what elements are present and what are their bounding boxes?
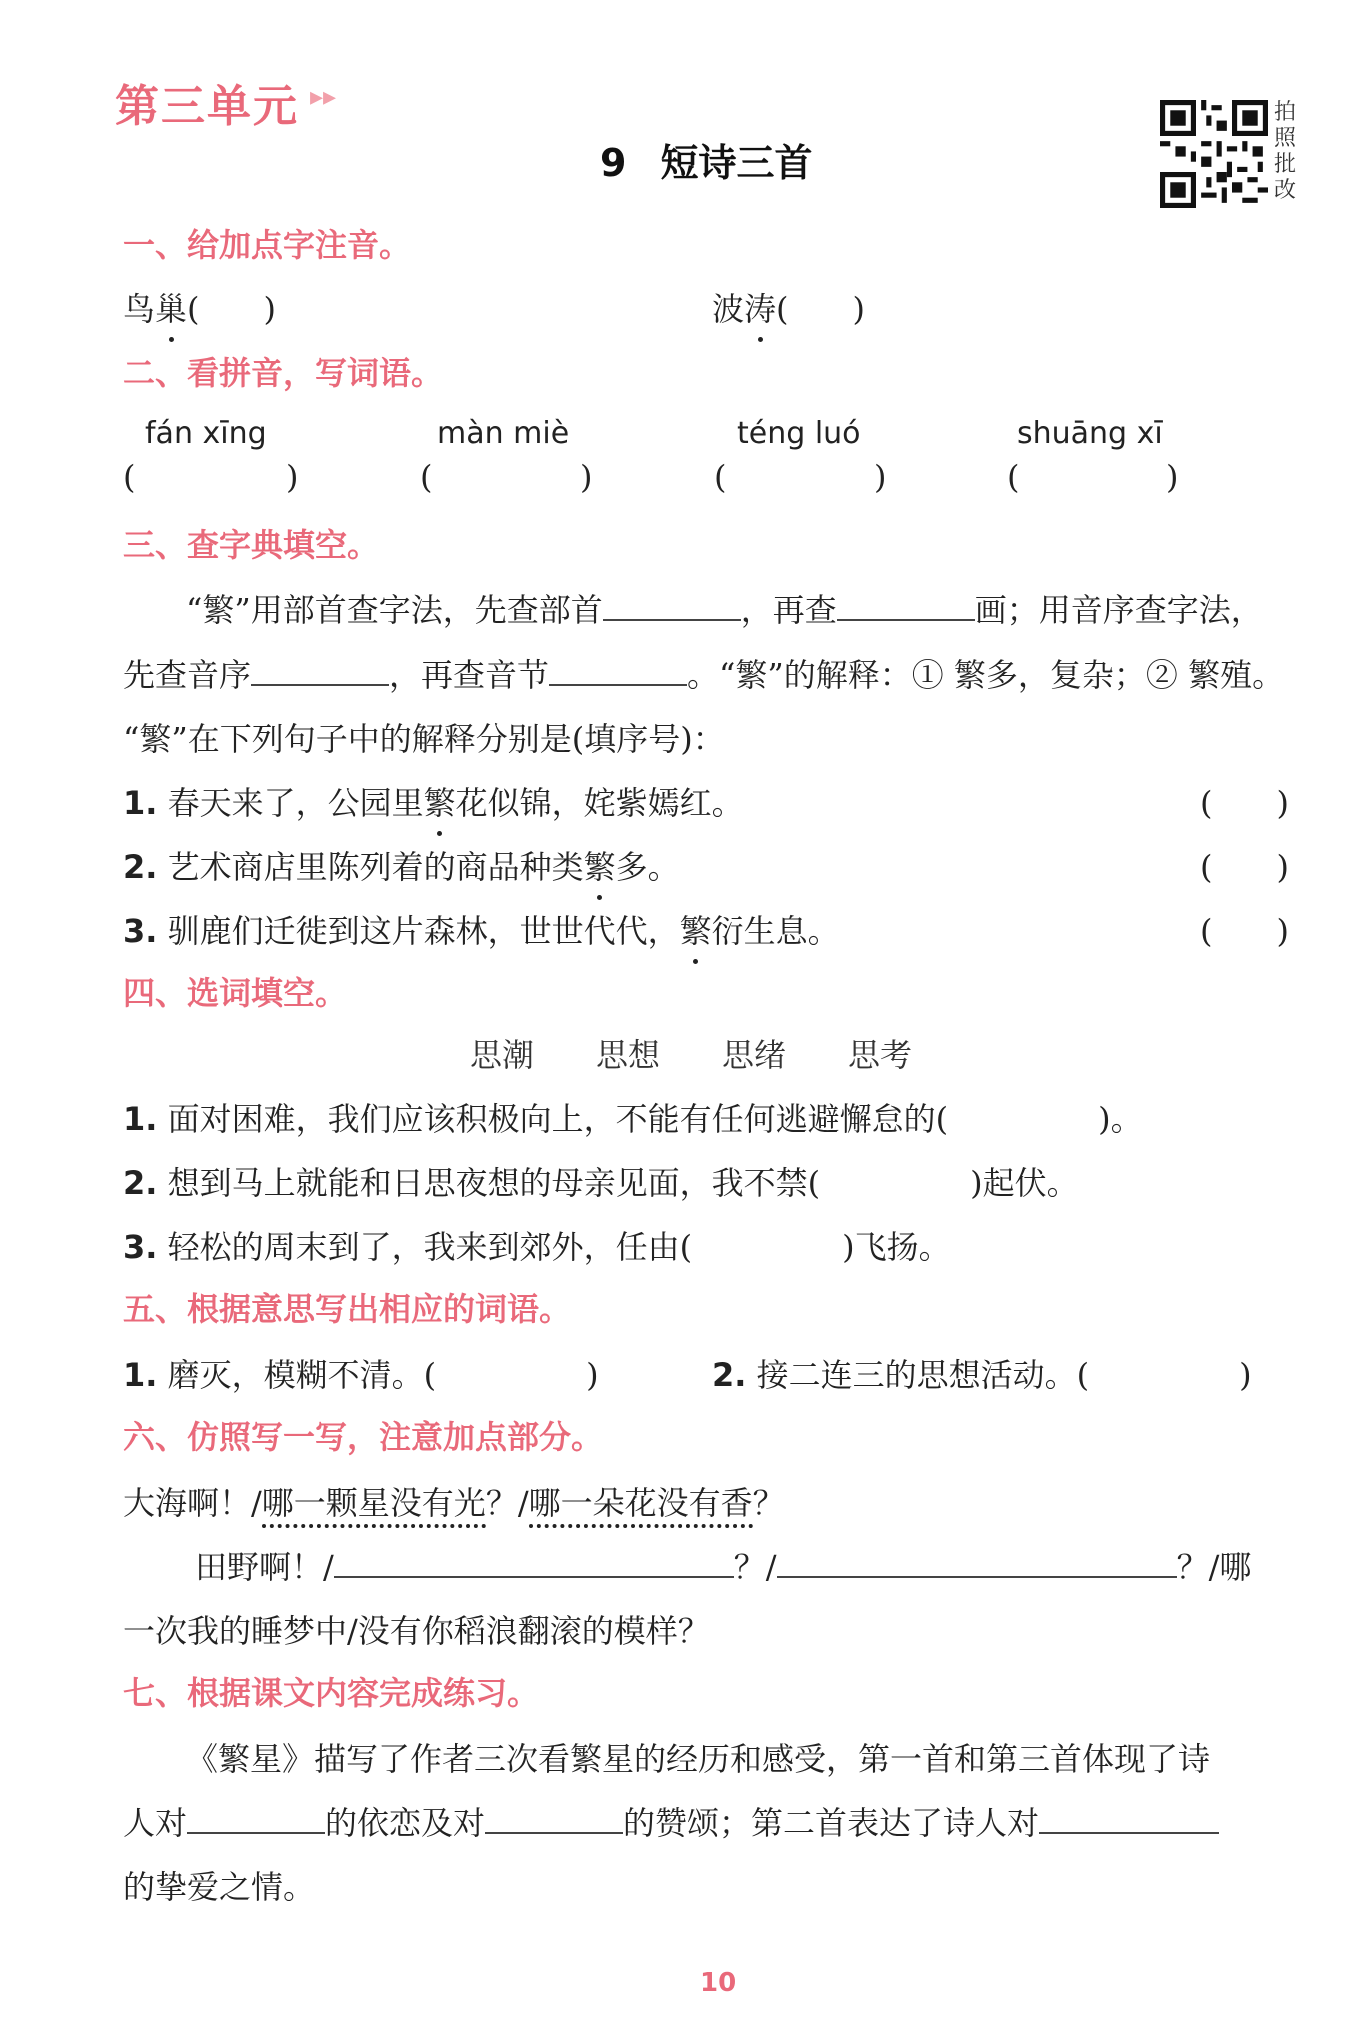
s3-q3-post: 衍生息。 xyxy=(711,912,840,950)
s3-line-2 xyxy=(123,650,1284,696)
s3-q1-dot-char: 繁 xyxy=(424,778,456,824)
s5-q1-num: 1. xyxy=(123,1356,158,1394)
s3-q3-pre: 驯鹿们迁徙到这片森林，世世代代， xyxy=(167,912,680,950)
lesson-number: 9 xyxy=(600,141,627,185)
unit-arrow-icon: ▸▸ xyxy=(310,82,337,112)
s3-line-3: “繁”在下列句子中的解释分别是(填序号)： xyxy=(123,720,725,758)
s7-blank-3[interactable] xyxy=(1039,1804,1219,1834)
s4-q3-post: )飞扬。 xyxy=(842,1228,951,1266)
section-2-heading: 二、看拼音，写词语。 xyxy=(123,354,444,392)
s7-line-1: 《繁星》描写了作者三次看繁星的经历和感受，第一首和第三首体现了诗 xyxy=(186,1740,1211,1778)
s3-question-3 xyxy=(123,906,840,952)
s6-line-c: ？/哪 xyxy=(1176,1548,1252,1586)
section-5-heading: 五、根据意思写出相应的词语。 xyxy=(123,1290,572,1328)
word-bank-item: 思想 xyxy=(596,1036,661,1074)
s1-item-2-dot-char: 涛 xyxy=(744,284,776,330)
s6-example-dotted-2: 哪一朵花没有香 xyxy=(529,1484,753,1528)
s6-example-dotted-1: 哪一颗星没有光 xyxy=(262,1484,486,1528)
s4-q2-num: 2. xyxy=(123,1164,158,1202)
s5-q2-num: 2. xyxy=(712,1356,747,1394)
lesson-title-text: 短诗三首 xyxy=(660,141,813,185)
s5-question-2 xyxy=(712,1350,1252,1396)
pinyin-answer-3-close: ) xyxy=(874,458,887,496)
s3-question-2 xyxy=(123,842,680,888)
s7-line-2-c: 的赞颂；第二首表达了诗人对 xyxy=(623,1804,1040,1842)
pinyin-2: màn miè xyxy=(437,416,570,451)
s4-q2-post: )起伏。 xyxy=(970,1164,1079,1202)
pinyin-4: shuāng xī xyxy=(1017,416,1163,451)
radical-blank[interactable] xyxy=(603,591,741,621)
page-number: 10 xyxy=(700,1968,737,1998)
s3-q1-answer[interactable]: ( ) xyxy=(1200,784,1289,822)
s1-item-1-answer[interactable]: ( ) xyxy=(187,290,277,328)
unit-label: 第三单元 xyxy=(115,81,299,132)
s6-example-c: ？ xyxy=(752,1484,785,1522)
s3-q1-post: 花似锦，姹紫嫣红。 xyxy=(455,784,744,822)
lesson-title xyxy=(600,132,812,187)
s3-q1-pre: 春天来了，公园里 xyxy=(167,784,424,822)
pinyin-1: fán xīng xyxy=(145,416,267,451)
pinyin-answer-3-open: ( xyxy=(714,458,727,496)
s1-item-1-dot-char: 巢 xyxy=(155,284,187,330)
s7-line-2 xyxy=(123,1798,1219,1844)
s4-q1-post: )。 xyxy=(1098,1100,1143,1138)
s5-question-1 xyxy=(123,1350,599,1396)
s3-q3-dot-char: 繁 xyxy=(680,906,712,952)
s1-item-2 xyxy=(712,284,865,330)
s7-blank-1[interactable] xyxy=(187,1804,325,1834)
s3-line-1 xyxy=(186,585,1263,631)
s3-q2-pre: 艺术商店里陈列着的商品种类 xyxy=(167,848,584,886)
s1-item-2-answer[interactable]: ( ) xyxy=(776,290,866,328)
section-1-heading: 一、给加点字注音。 xyxy=(123,226,412,264)
s3-q2-num: 2. xyxy=(123,848,158,886)
syllable-blank[interactable] xyxy=(549,656,687,686)
word-bank-item: 思考 xyxy=(848,1036,913,1074)
s6-writing-line xyxy=(195,1542,1251,1588)
word-bank-item: 思潮 xyxy=(470,1036,535,1074)
s4-q3-num: 3. xyxy=(123,1228,158,1266)
s3-q1-num: 1. xyxy=(123,784,158,822)
s3-line-1-b: ，再查 xyxy=(740,591,837,629)
s7-blank-2[interactable] xyxy=(485,1804,623,1834)
pinyin-answer-2-open: ( xyxy=(420,458,433,496)
s5-q2-text: 接二连三的思想活动。( xyxy=(756,1356,1090,1394)
s6-blank-1[interactable] xyxy=(334,1548,734,1578)
s6-blank-2[interactable] xyxy=(777,1548,1177,1578)
s6-example-b: ？/ xyxy=(485,1484,529,1522)
pinyin-answer-1-close: ) xyxy=(286,458,299,496)
s3-q2-post: 多。 xyxy=(615,848,680,886)
s3-line-1-c: 画；用音序查字法， xyxy=(974,591,1263,629)
word-bank-item: 思绪 xyxy=(722,1036,787,1074)
pinyin-3: téng luó xyxy=(737,416,861,451)
s3-line-2-c: 。“繁”的解释：① 繁多，复杂；② 繁殖。 xyxy=(687,656,1285,694)
s3-question-1 xyxy=(123,778,744,824)
s4-question-3 xyxy=(123,1222,951,1268)
s3-q3-answer[interactable]: ( ) xyxy=(1200,912,1289,950)
s6-line-a: 田野啊！/ xyxy=(195,1548,334,1586)
pinyin-answer-1-open: ( xyxy=(123,458,136,496)
s4-question-1 xyxy=(123,1094,1143,1140)
s4-q1-pre: 面对困难，我们应该积极向上，不能有任何逃避懈怠的( xyxy=(167,1100,949,1138)
word-bank xyxy=(470,1030,974,1076)
section-3-heading: 三、查字典填空。 xyxy=(123,526,380,564)
s3-q3-num: 3. xyxy=(123,912,158,950)
section-7-heading: 七、根据课文内容完成练习。 xyxy=(123,1674,540,1712)
s3-line-1-a: “繁”用部首查字法，先查部首 xyxy=(186,591,603,629)
pinyin-answer-4-open: ( xyxy=(1007,458,1020,496)
s6-line-3: 一次我的睡梦中/没有你稻浪翻滚的模样？ xyxy=(123,1612,710,1650)
initial-letter-blank[interactable] xyxy=(251,656,389,686)
s6-line-b: ？/ xyxy=(733,1548,777,1586)
s4-q3-pre: 轻松的周末到了，我来到郊外，任由( xyxy=(167,1228,693,1266)
s5-q1-post: ) xyxy=(586,1356,599,1394)
s3-line-2-a: 先查音序 xyxy=(123,656,252,694)
s3-q2-answer[interactable]: ( ) xyxy=(1200,848,1289,886)
s4-q1-num: 1. xyxy=(123,1100,158,1138)
s7-line-3: 的挚爱之情。 xyxy=(123,1868,316,1906)
s1-item-2-pre: 波 xyxy=(712,290,745,328)
qr-code-icon[interactable] xyxy=(1160,100,1268,208)
s7-line-2-a: 人对 xyxy=(123,1804,188,1842)
s4-q2-pre: 想到马上就能和日思夜想的母亲见面，我不禁( xyxy=(167,1164,821,1202)
stroke-count-blank[interactable] xyxy=(837,591,975,621)
s1-item-1 xyxy=(123,284,276,330)
s4-question-2 xyxy=(123,1158,1079,1204)
s6-example-line xyxy=(123,1478,785,1524)
s7-line-2-b: 的依恋及对 xyxy=(325,1804,486,1842)
section-6-heading: 六、仿照写一写，注意加点部分。 xyxy=(123,1418,604,1456)
s5-q1-text: 磨灭，模糊不清。( xyxy=(167,1356,437,1394)
section-4-heading: 四、选词填空。 xyxy=(123,974,348,1012)
s3-line-2-b: ，再查音节 xyxy=(389,656,550,694)
pinyin-answer-4-close: ) xyxy=(1166,458,1179,496)
s1-item-1-pre: 鸟 xyxy=(123,290,156,328)
s5-q2-post: ) xyxy=(1239,1356,1252,1394)
s6-example-a: 大海啊！/ xyxy=(123,1484,262,1522)
s3-q2-dot-char: 繁 xyxy=(584,842,616,888)
qr-label: 拍照批改 xyxy=(1274,100,1297,203)
pinyin-answer-2-close: ) xyxy=(580,458,593,496)
